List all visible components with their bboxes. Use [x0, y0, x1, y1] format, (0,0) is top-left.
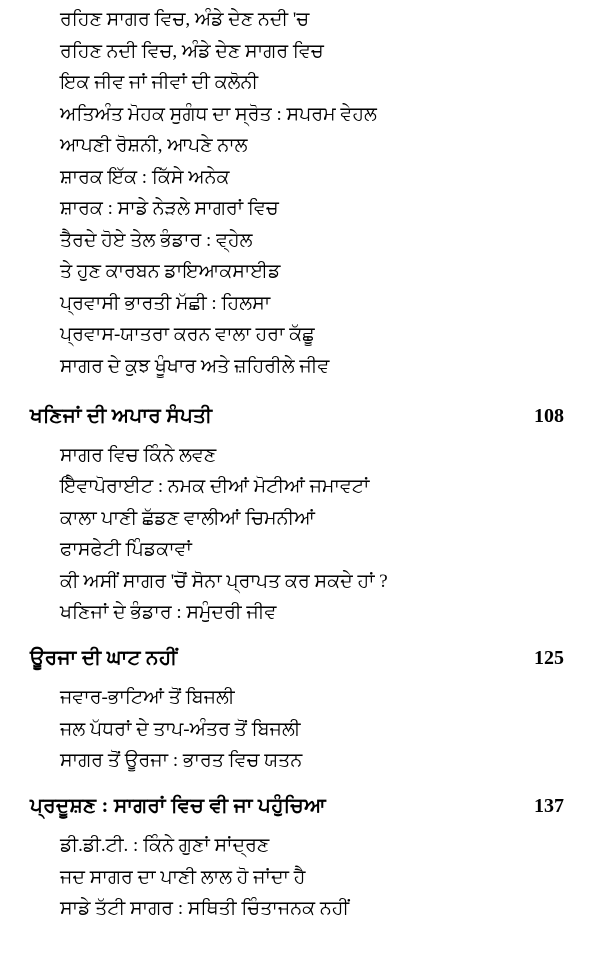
toc-section-row[interactable]: [30, 648, 564, 668]
toc-entry-row[interactable]: [30, 231, 564, 250]
toc-entry-label: ਜਵਾਰ-ਭਾਟਿਆਂ ਤੋਂ ਬਿਜਲੀ: [60, 687, 235, 708]
toc-entry-row[interactable]: [30, 199, 564, 218]
toc-entry-row[interactable]: [30, 262, 564, 281]
toc-entry-row[interactable]: [30, 168, 564, 187]
toc-page-number: 137: [534, 795, 564, 817]
toc-entry-row[interactable]: [30, 357, 564, 376]
toc-section-label: ਖਣਿਜਾਂ ਦੀ ਅਪਾਰ ਸੰਪਤੀ: [30, 404, 213, 427]
toc-entry-row[interactable]: [30, 73, 564, 92]
toc-entry-label: ਰਹਿਣ ਨਦੀ ਵਿਚ, ਅੰਡੇ ਦੇਣ ਸਾਗਰ ਵਿਚ: [60, 40, 324, 62]
toc-section-label: ਊਰਜਾ ਦੀ ਘਾਟ ਨਹੀਂ: [30, 647, 178, 669]
toc-entry-row[interactable]: [30, 572, 564, 591]
toc-entry-label: ਸ਼ਾਰਕ ਇੱਕ : ਕਿੱਸੇ ਅਨੇਕ: [60, 166, 230, 188]
toc-entry-label: ਪ੍ਰਵਾਸੀ ਭਾਰਤੀ ਮੱਛੀ : ਹਿਲਸਾ: [60, 292, 271, 314]
toc-entry-label: ਖਣਿਜਾਂ ਦੇ ਭੰਡਾਰ : ਸਮੁੰਦਰੀ ਜੀਵ: [60, 602, 277, 623]
toc-section-label: ਪ੍ਰਦੂਸ਼ਣ : ਸਾਗਰਾਂ ਵਿਚ ਵੀ ਜਾ ਪਹੁੰਚਿਆ: [30, 795, 327, 817]
toc-entry-row[interactable]: [30, 688, 564, 707]
toc-section-row[interactable]: [30, 406, 564, 426]
table-of-contents: [30, 10, 564, 918]
toc-entry-row[interactable]: [30, 720, 564, 739]
toc-entry-label: ਪ੍ਰਵਾਸ-ਯਾਤਰਾ ਕਰਨ ਵਾਲਾ ਹਰਾ ਕੱਛੂ: [60, 324, 315, 345]
toc-entry-label: ਜਦ ਸਾਗਰ ਦਾ ਪਾਣੀ ਲਾਲ ਹੋ ਜਾਂਦਾ ਹੈ: [60, 866, 306, 888]
toc-entry-label: ਕਾਲਾ ਪਾਣੀ ਛੱਡਣ ਵਾਲੀਆਂ ਚਿਮਨੀਆਂ: [60, 507, 315, 529]
toc-entry-row[interactable]: [30, 836, 564, 855]
toc-section-row[interactable]: [30, 796, 564, 816]
toc-entry-label: ਸਾਗਰ ਦੇ ਕੁਝ ਖੂੰਖਾਰ ਅਤੇ ਜ਼ਹਿਰੀਲੇ ਜੀਵ: [60, 355, 330, 377]
toc-entry-row[interactable]: [30, 603, 564, 622]
toc-entry-row[interactable]: [30, 325, 564, 344]
toc-entry-row[interactable]: [30, 10, 564, 29]
toc-entry-row[interactable]: [30, 899, 564, 918]
toc-entry-label: ਜਲ ਪੱਧਰਾਂ ਦੇ ਤਾਪ-ਅੰਤਰ ਤੋਂ ਬਿਜਲੀ: [60, 718, 301, 740]
toc-entry-label: ਕੀ ਅਸੀਂ ਸਾਗਰ 'ਚੋਂ ਸੋਨਾ ਪ੍ਰਾਪਤ ਕਰ ਸਕਦੇ ਹਾਂ ?: [60, 570, 388, 592]
toc-entry-label: ਸਾਗਰ ਤੋਂ ਊਰਜਾ : ਭਾਰਤ ਵਿਚ ਯਤਨ: [60, 750, 303, 771]
toc-entry-label: ਤੈਰਦੇ ਹੋਏ ਤੇਲ ਭੰਡਾਰ : ਵ੍ਹੇਲ: [60, 229, 253, 251]
toc-page-number: 125: [534, 647, 564, 669]
toc-entry-row[interactable]: [30, 540, 564, 559]
toc-entry-label: ਤੇ ਹੁਣ ਕਾਰਬਨ ਡਾਇਆਕਸਾਈਡ: [60, 261, 281, 282]
toc-entry-label: ਸਾਡੇ ਤੱਟੀ ਸਾਗਰ : ਸਥਿਤੀ ਚਿੰਤਾਜਨਕ ਨਹੀਂ: [60, 898, 350, 919]
toc-entry-row[interactable]: [30, 446, 564, 465]
toc-entry-label: ਫਾਸਫੇਟੀ ਪਿੰਡਕਾਵਾਂ: [60, 539, 192, 560]
toc-entry-label: ਸਾਗਰ ਵਿਚ ਕਿੰਨੇ ਲਵਣ: [60, 444, 217, 466]
toc-entry-row[interactable]: [30, 105, 564, 124]
toc-entry-label: ਰਹਿਣ ਸਾਗਰ ਵਿਚ, ਅੰਡੇ ਦੇਣ ਨਦੀ 'ਚ: [60, 9, 310, 30]
toc-entry-label: ਇੈਵਾਪੋਰਾਈਟ : ਨਮਕ ਦੀਆਂ ਮੋਟੀਆਂ ਜਮਾਵਟਾਂ: [60, 476, 370, 497]
toc-entry-label: ਇਕ ਜੀਵ ਜਾਂ ਜੀਵਾਂ ਦੀ ਕਲੋਨੀ: [60, 72, 259, 93]
toc-entry-row[interactable]: [30, 868, 564, 887]
toc-entry-label: ਡੀ.ਡੀ.ਟੀ. : ਕਿੰਨੇ ਗੁਣਾਂ ਸਾਂਦ੍ਰਣ: [60, 835, 270, 856]
toc-entry-label: ਸ਼ਾਰਕ : ਸਾਡੇ ਨੇੜਲੇ ਸਾਗਰਾਂ ਵਿਚ: [60, 198, 279, 219]
toc-entry-label: ਅਤਿਅੰਤ ਮੋਹਕ ਸੁਗੰਧ ਦਾ ਸ੍ਰੋਤ : ਸਪਰਮ ਵੇਹਲ: [60, 103, 377, 125]
toc-entry-row[interactable]: [30, 477, 564, 496]
toc-entry-row[interactable]: [30, 509, 564, 528]
toc-entry-label: ਆਪਣੀ ਰੋਸ਼ਨੀ, ਆਪਣੇ ਨਾਲ: [60, 135, 248, 156]
toc-entry-row[interactable]: [30, 751, 564, 770]
toc-entry-row[interactable]: [30, 42, 564, 61]
toc-entry-row[interactable]: [30, 136, 564, 155]
toc-entry-row[interactable]: [30, 294, 564, 313]
toc-page-number: 108: [534, 404, 564, 427]
